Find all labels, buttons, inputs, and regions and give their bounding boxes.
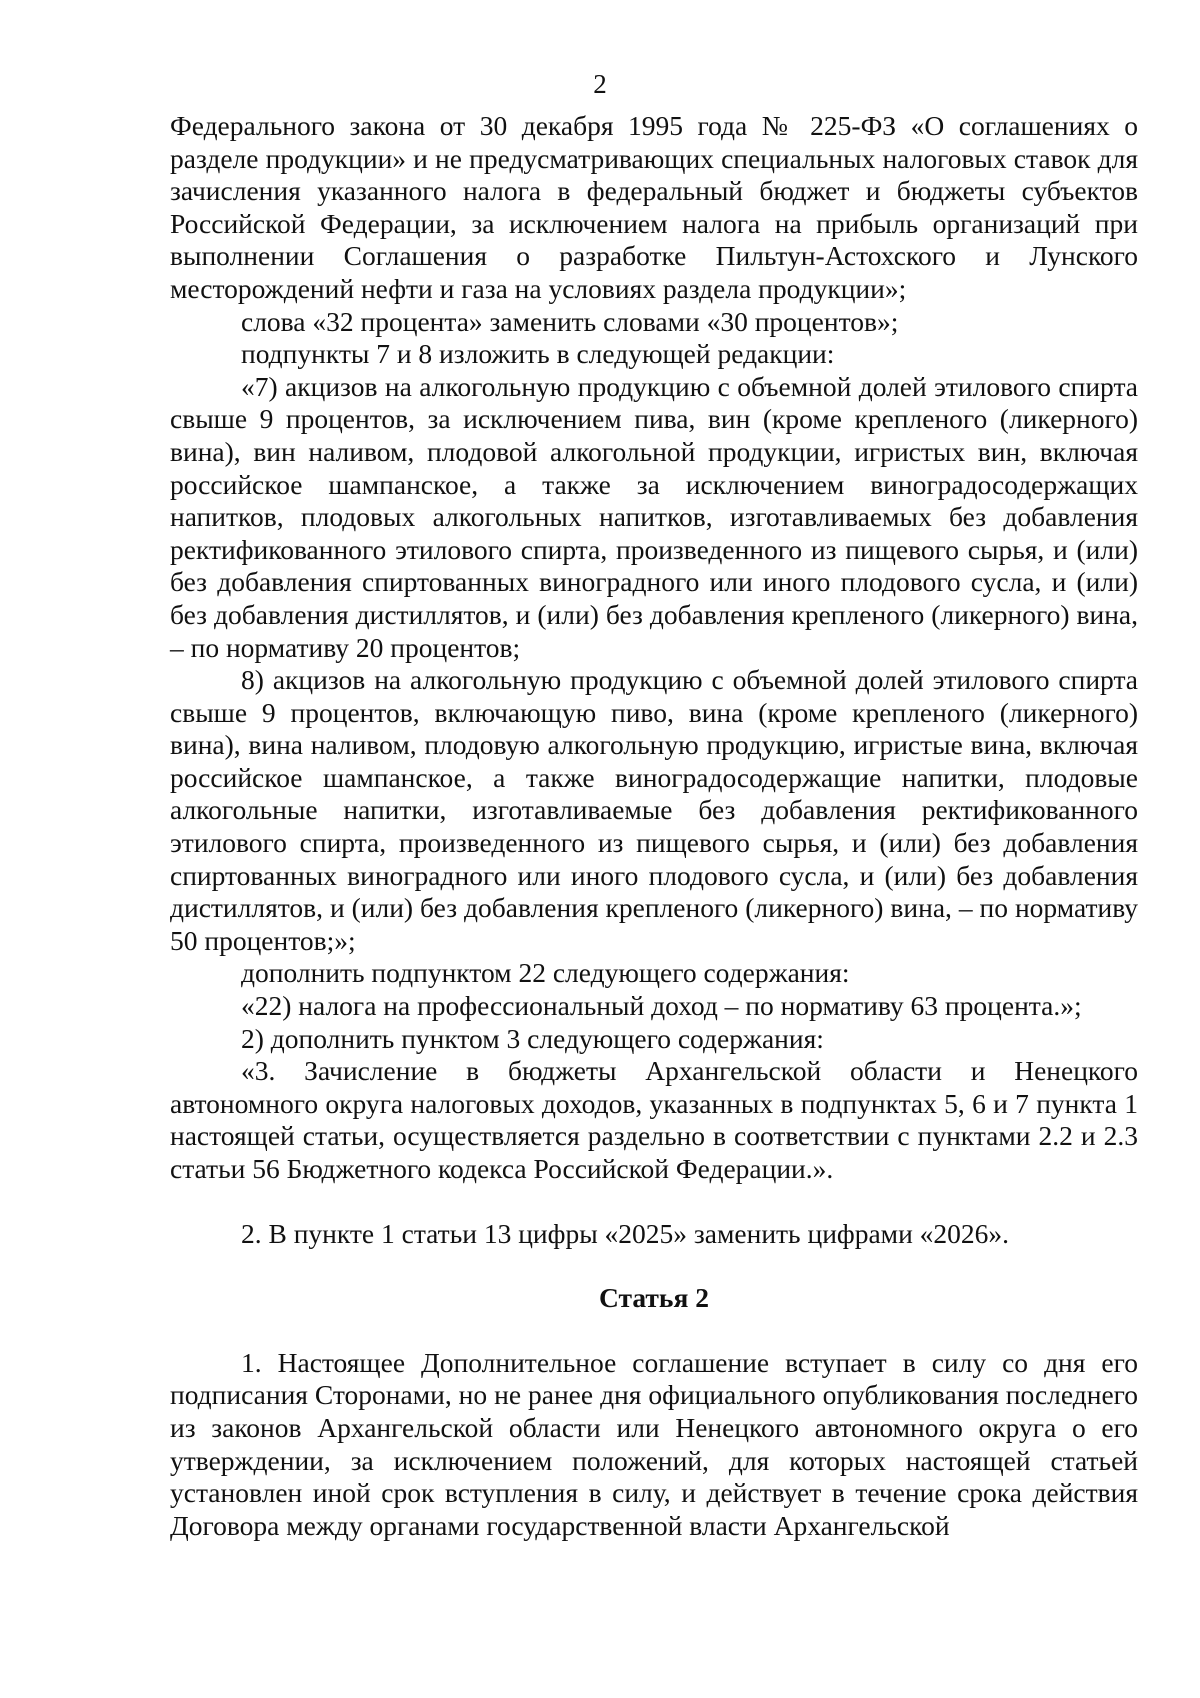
paragraph-replace-words: слова «32 процента» заменить словами «30 процентов»; <box>241 305 899 337</box>
page-number: 2 <box>593 69 607 99</box>
paragraph-article2-entry-into-force: 1. Настоящее Дополнительное соглашение вступает в силу со дня его подписания Сторонами, но не ранее дня официального опубликования последнего из законов Архангельской области или Ненецкого автономного округа о его утверждении, за исключением положений, для которых настоящей статьей установлен иной срок вступления в силу, и действует в течение срока действия Договора между органами государственной власти Архангельской <box>170 1346 1138 1541</box>
paragraph-article13-change: 2. В пункте 1 статьи 13 цифры «2025» заменить цифрами «2026». <box>241 1217 1010 1249</box>
paragraph-add-subitem-22: дополнить подпунктом 22 следующего содержания: <box>241 957 850 989</box>
paragraph-subitem-7: «7) акцизов на алкогольную продукцию с объемной долей этилового спирта свыше 9 процентов, за исключением пива, вин (кроме крепленого (ликерного) вина), вин наливом, плодовой алкогольной продукции, игристых вин, включая российское шампанское, а также за исключением виноградосодержащих напитков, плодовых алкогольных напитков, изготавливаемых без добавления ректификованного этилового спирта, произведенного из пищевого сырья, и (или) без добавления спиртованных виноградного или иного плодового сусла, и (или) без добавления дистиллятов, и (или) без добавления крепленого (ликерного) вина, – по нормативу 20 процентов; <box>170 370 1138 663</box>
paragraph-federal-law: Федерального закона от 30 декабря 1995 года № 225-ФЗ «О соглашениях о разделе продукции» и не предусматривающих специальных налоговых ставок для зачисления указанного налога в федеральный бюджет и бюджеты субъектов Российской Федерации, за исключением налога на прибыль организаций при выполнении Соглашения о разработке Пильтун-Астохского и Лунского месторождений нефти и газа на условиях раздела продукции»; <box>170 110 1138 304</box>
paragraph-subitem-22: «22) налога на профессиональный доход – по нормативу 63 процента.»; <box>241 990 1082 1022</box>
paragraph-item-3: «3. Зачисление в бюджеты Архангельской области и Ненецкого автономного округа налоговых доходов, указанных в подпунктах 5, 6 и 7 пункта 1 настоящей статьи, осуществляется раздельно в соответствии с пунктами 2.2 и 2.3 статьи 56 Бюджетного кодекса Российской Федерации.». <box>170 1055 1138 1184</box>
paragraph-subitem-8: 8) акцизов на алкогольную продукцию с объемной долей этилового спирта свыше 9 процентов, включающую пиво, вина (кроме крепленого (ликерного) вина), вина наливом, плодовую алкогольную продукцию, игристые вина, включая российское шампанское, а также виноградосодержащие напитки, плодовые алкогольные напитки, изготавливаемые без добавления ректификованного этилового спирта, произведенного из пищевого сырья, и (или) без добавления спиртованных виноградного или иного плодового сусла, и (или) без добавления дистиллятов, и (или) без добавления крепленого (ликерного) вина, – по нормативу 50 процентов;»; <box>170 664 1138 956</box>
article-heading: Статья 2 <box>599 1282 709 1314</box>
paragraph-add-item-3: 2) дополнить пунктом 3 следующего содержания: <box>241 1022 824 1054</box>
paragraph-subitems-intro: подпункты 7 и 8 изложить в следующей редакции: <box>241 338 835 370</box>
document-body <box>170 110 1138 1542</box>
